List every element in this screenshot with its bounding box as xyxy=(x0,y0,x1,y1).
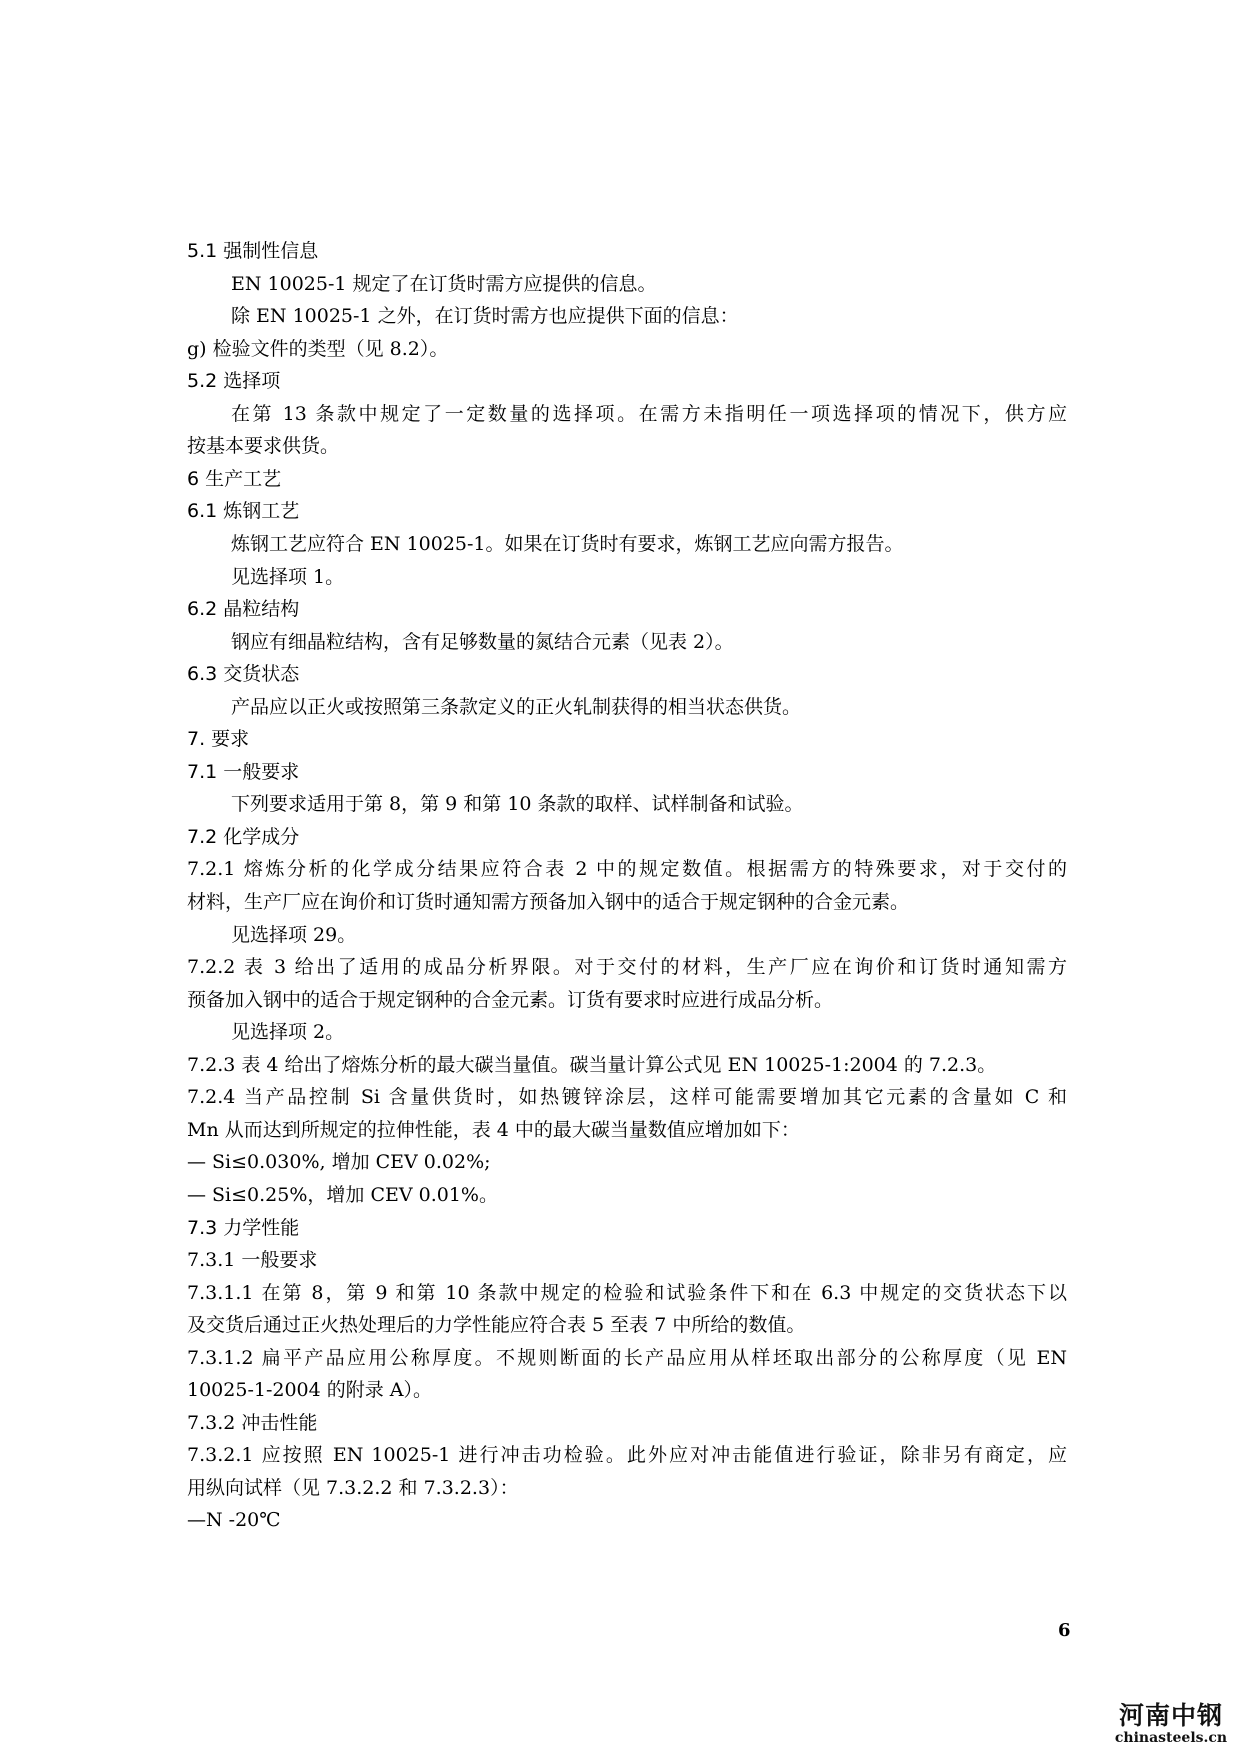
text-line: 7.3.2 冲击性能 xyxy=(187,1412,318,1434)
section-heading: 7.2 化学成分 xyxy=(187,826,300,848)
text-line: 用纵向试样（见 7.3.2.2 和 7.3.2.3）： xyxy=(187,1477,519,1499)
text-line: g) 检验文件的类型（见 8.2）。 xyxy=(187,338,449,360)
text-line: 钢应有细晶粒结构，含有足够数量的氮结合元素（见表 2）。 xyxy=(231,631,734,653)
section-heading: 6.3 交货状态 xyxy=(187,663,300,685)
section-heading: 7.1 一般要求 xyxy=(187,761,300,783)
text-line: 见选择项 29。 xyxy=(231,924,357,946)
text-line: 10025-1-2004 的附录 A）。 xyxy=(187,1379,433,1401)
section-heading: 5.2 选择项 xyxy=(187,370,281,392)
text-line: 预备加入钢中的适合于规定钢种的合金元素。订货有要求时应进行成品分析。 xyxy=(187,989,834,1011)
text-line: Mn 从而达到所规定的拉伸性能，表 4 中的最大碳当量数值应增加如下： xyxy=(187,1119,800,1141)
text-line: 及交货后通过正火热处理后的力学性能应符合表 5 至表 7 中所给的数值。 xyxy=(187,1314,806,1336)
section-heading: 6 生产工艺 xyxy=(187,468,282,490)
watermark-domain-text: chinasteels.cn xyxy=(1114,1730,1228,1746)
text-line: 见选择项 2。 xyxy=(231,1021,345,1043)
text-line: 材料，生产厂应在询价和订货时通知需方预备加入钢中的适合于规定钢种的合金元素。 xyxy=(187,891,910,913)
text-line: — Si≤0.030%, 增加 CEV 0.02%; xyxy=(187,1151,491,1173)
text-line: 7.2.1 熔炼分析的化学成分结果应符合表 2 中的规定数值。根据需方的特殊要求，对于交付的 xyxy=(187,858,1067,880)
text-line: 7.2.4 当产品控制 Si 含量供货时，如热镀锌涂层，这样可能需要增加其它元素的含量如 C 和 xyxy=(187,1086,1067,1108)
text-line: 7.2.3 表 4 给出了熔炼分析的最大碳当量值。碳当量计算公式见 EN 10025-1:2004 的 7.2.3。 xyxy=(187,1054,997,1076)
text-line: — Si≤0.25%，增加 CEV 0.01%。 xyxy=(187,1184,498,1206)
text-line: 7.3.1.2 扁平产品应用公称厚度。不规则断面的长产品应用从样坯取出部分的公称厚度（见 EN xyxy=(187,1347,1067,1369)
text-line: 见选择项 1。 xyxy=(231,566,345,588)
section-heading: 6.2 晶粒结构 xyxy=(187,598,300,620)
text-line: 下列要求适用于第 8，第 9 和第 10 条款的取样、试样制备和试验。 xyxy=(231,793,804,815)
text-line: 7.3.1.1 在第 8，第 9 和第 10 条款中规定的检验和试验条件下和在 6.3 中规定的交货状态下以 xyxy=(187,1282,1067,1304)
section-heading: 6.1 炼钢工艺 xyxy=(187,500,300,522)
text-line: 炼钢工艺应符合 EN 10025-1。如果在订货时有要求，炼钢工艺应向需方报告。 xyxy=(231,533,904,555)
text-line: 在第 13 条款中规定了一定数量的选择项。在需方未指明任一项选择项的情况下，供方应 xyxy=(231,403,1067,425)
watermark-logo xyxy=(1108,1702,1234,1750)
text-line: 按基本要求供货。 xyxy=(187,435,340,457)
text-line: 除 EN 10025-1 之外，在订货时需方也应提供下面的信息： xyxy=(231,305,739,327)
watermark-chinese-text: 河南中钢 xyxy=(1118,1701,1223,1730)
text-line: —N -20℃ xyxy=(187,1509,281,1531)
text-line: 7.3.1 一般要求 xyxy=(187,1249,318,1271)
section-heading: 7.3 力学性能 xyxy=(187,1217,300,1239)
section-heading: 5.1 强制性信息 xyxy=(187,240,319,262)
page-number: 6 xyxy=(1058,1620,1071,1641)
section-heading: 7. 要求 xyxy=(187,728,250,750)
text-line: 产品应以正火或按照第三条款定义的正火轧制获得的相当状态供货。 xyxy=(231,696,802,718)
text-line: EN 10025-1 规定了在订货时需方应提供的信息。 xyxy=(231,273,657,295)
text-line: 7.2.2 表 3 给出了适用的成品分析界限。对于交付的材料，生产厂应在询价和订货时通知需方 xyxy=(187,956,1067,978)
text-line: 7.3.2.1 应按照 EN 10025-1 进行冲击功检验。此外应对冲击能值进行验证，除非另有商定，应 xyxy=(187,1444,1067,1466)
